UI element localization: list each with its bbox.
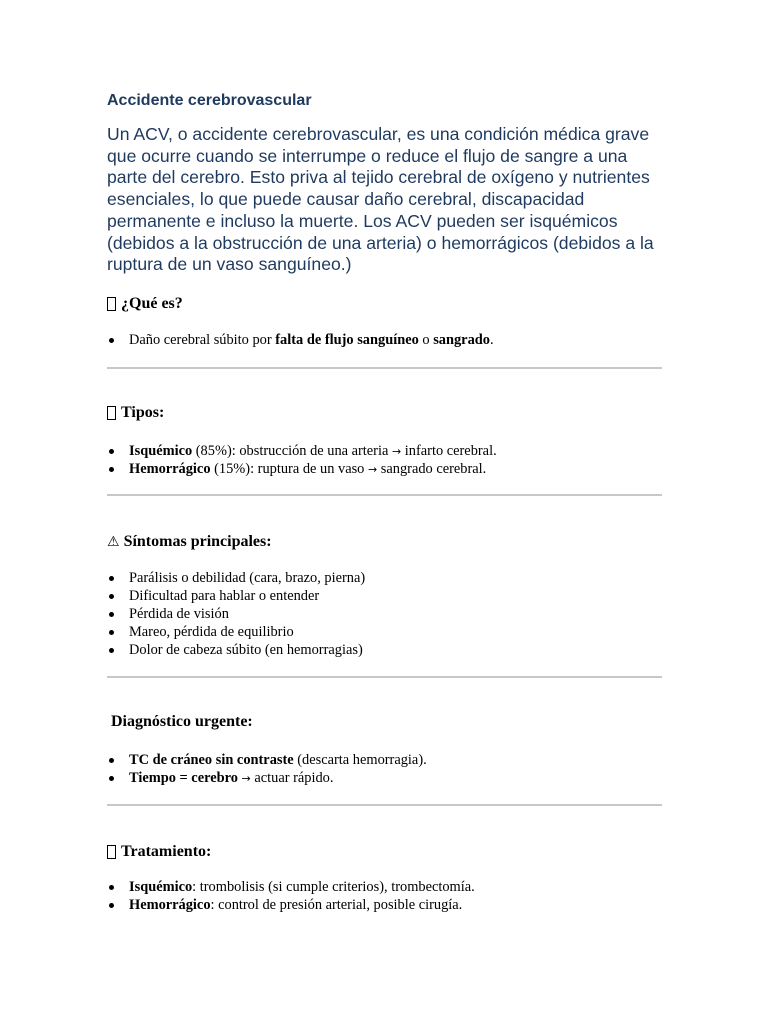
section-tipos — [107, 403, 662, 477]
que-es-list — [129, 331, 494, 349]
divider — [107, 494, 662, 496]
list-item: Daño cerebral súbito por falta de flujo sanguíneo o sangrado. — [129, 332, 494, 348]
warning-icon: ⚠ — [107, 534, 120, 550]
list-item: Tiempo = cerebro → actuar rápido. — [129, 769, 427, 787]
list-item: Pérdida de visión — [129, 605, 365, 623]
list-item: Dolor de cabeza súbito (en hemorragias) — [129, 641, 365, 659]
section-heading-tratamiento: Tratamiento: — [107, 842, 662, 862]
divider — [107, 367, 662, 369]
section-heading-que-es: ¿Qué es? — [107, 294, 662, 314]
tipos-list — [129, 442, 497, 478]
section-heading-diagnostico: Diagnóstico urgente: — [111, 713, 253, 730]
arrow-icon: → — [241, 772, 251, 785]
missing-glyph-icon — [107, 297, 116, 311]
arrow-icon: → — [391, 445, 402, 458]
arrow-icon: → — [367, 463, 378, 476]
list-item: Parálisis o debilidad (cara, brazo, pierna) — [129, 570, 366, 586]
document-title: Accidente cerebrovascular — [107, 92, 312, 109]
divider — [107, 676, 662, 678]
list-item: Isquémico: trombolisis (si cumple criterios), trombectomía. — [129, 879, 475, 895]
section-heading-tipos: Tipos: — [107, 403, 662, 423]
section-que-es — [107, 294, 662, 348]
section-tratamiento — [107, 842, 662, 913]
list-item: Mareo, pérdida de equilibrio — [129, 623, 365, 641]
section-diagnostico — [107, 712, 662, 786]
intro-paragraph: Un ACV, o accidente cerebrovascular, es una condición médica grave que ocurre cuando se interrumpe o reduce el flujo de sangre a una parte del cerebro. Esto priva al tejido cerebral de oxígeno y nutrientes esenciales, lo que puede causar daño cerebral, discapacidad permanente e incluso la muerte. Los ACV pueden ser isquémicos (debidos a la obstrucción de una arteria) o hemorrágicos (debidos a la ruptura de un vaso sanguíneo.) — [107, 124, 654, 275]
list-item: TC de cráneo sin contraste (descarta hemorragia). — [129, 752, 427, 768]
sintomas-list — [129, 569, 365, 659]
list-item: Hemorrágico (15%): ruptura de un vaso → sangrado cerebral. — [129, 460, 497, 478]
diagnostico-list — [129, 751, 427, 787]
list-item: Hemorrágico: control de presión arterial, posible cirugía. — [129, 896, 475, 914]
missing-glyph-icon — [107, 845, 116, 859]
section-heading-sintomas: ⚠ Síntomas principales: — [107, 533, 272, 550]
missing-glyph-icon — [107, 406, 116, 420]
divider — [107, 804, 662, 806]
section-sintomas — [107, 532, 662, 658]
list-item: Isquémico (85%): obstrucción de una arteria → infarto cerebral. — [129, 443, 497, 459]
tratamiento-list — [129, 878, 475, 914]
list-item: Dificultad para hablar o entender — [129, 587, 365, 605]
